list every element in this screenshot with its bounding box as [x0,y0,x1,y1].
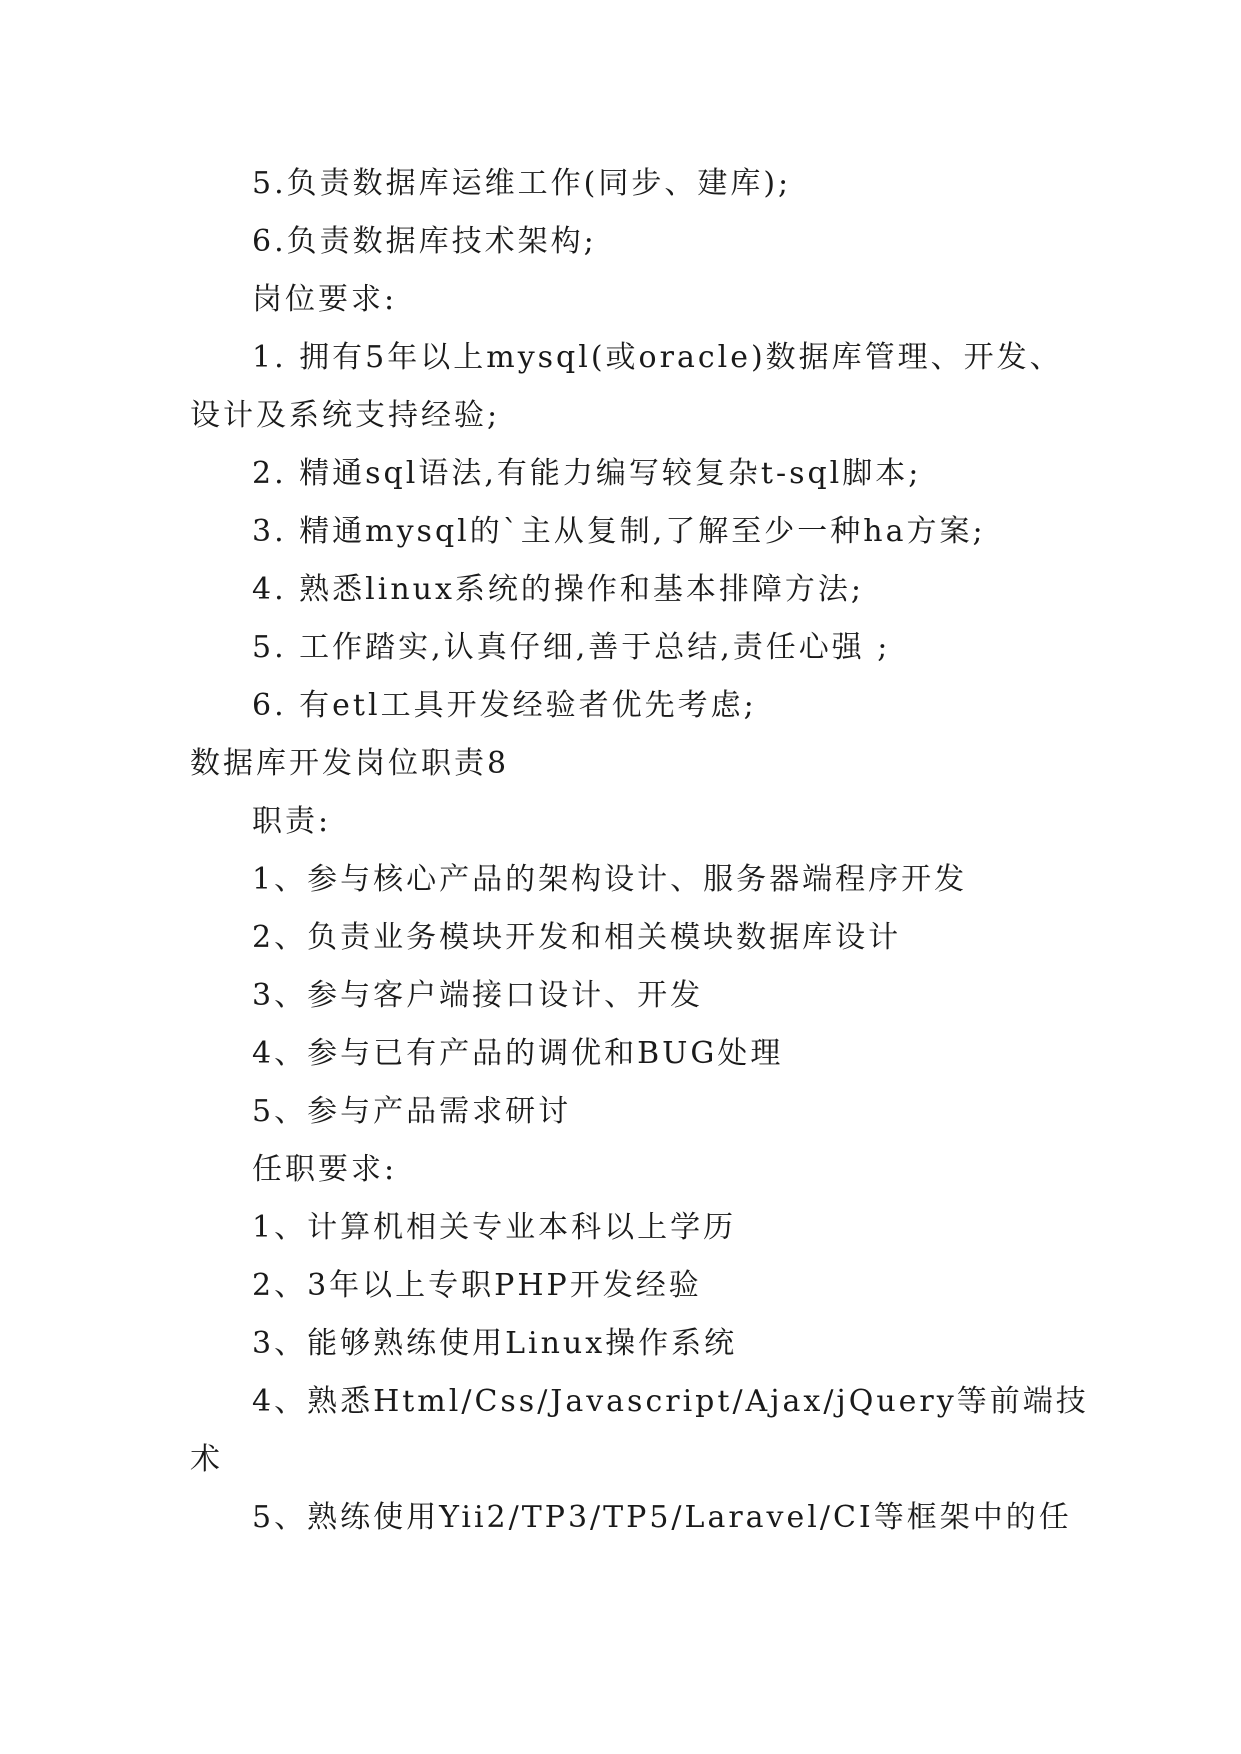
text-line: 4、参与已有产品的调优和BUG处理 [252,1036,784,1071]
text-line: 6. 有etl工具开发经验者优先考虑; [252,688,757,723]
text-line: 2、负责业务模块开发和相关模块数据库设计 [252,920,902,955]
section-heading: 任职要求: [252,1152,398,1187]
text-line: 3、参与客户端接口设计、开发 [252,978,704,1013]
text-line: 2、3年以上专职PHP开发经验 [252,1268,702,1303]
text-line: 2. 精通sql语法,有能力编写较复杂t-sql脚本; [252,456,922,491]
text-line: 术 [190,1442,223,1477]
section-heading: 职责: [252,804,332,839]
text-line: 6.负责数据库技术架构; [252,224,597,259]
text-line: 4、熟悉Html/Css/Javascript/Ajax/jQuery等前端技 [252,1384,1089,1419]
text-line: 3. 精通mysql的`主从复制,了解至少一种ha方案; [252,514,986,549]
text-line: 设计及系统支持经验; [190,398,501,433]
text-line: 3、能够熟练使用Linux操作系统 [252,1326,738,1361]
document-heading: 数据库开发岗位职责8 [190,746,510,781]
text-line: 5、参与产品需求研讨 [252,1094,572,1129]
text-line: 5. 工作踏实,认真仔细,善于总结,责任心强 ; [252,630,891,665]
text-line: 5、熟练使用Yii2/TP3/TP5/Laravel/CI等框架中的任 [252,1500,1072,1535]
text-line: 5.负责数据库运维工作(同步、建库); [252,166,792,201]
section-heading: 岗位要求: [252,282,398,317]
text-line: 1. 拥有5年以上mysql(或oracle)数据库管理、开发、 [252,340,1063,375]
text-line: 1、参与核心产品的架构设计、服务器端程序开发 [252,862,968,897]
text-line: 4. 熟悉linux系统的操作和基本排障方法; [252,572,865,607]
text-line: 1、计算机相关专业本科以上学历 [252,1210,737,1245]
